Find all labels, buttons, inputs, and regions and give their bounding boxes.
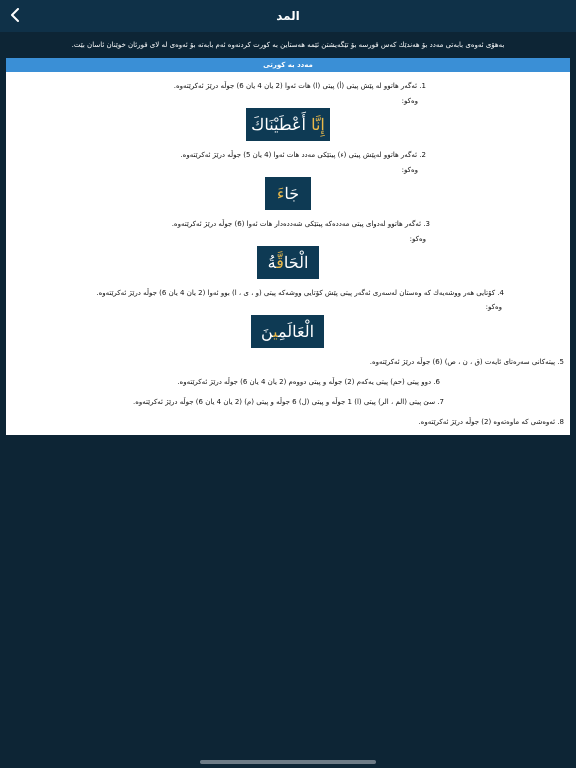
example-label-2: وەكو: [401,166,418,174]
rule-1: 1. ئەگەر هاتوو لە پێش پیتی (أ) پیتی (ا) هات ئەوا (2 یان 4 یان 6) جوڵە درێژ ئەكرێتەوە. [173,82,426,90]
rule-2: 2. ئەگەر هاتوو لەپێش پیتی (ء) پیتێكی مەدد هات ئەوا (4 یان 5) جوڵە درێژ ئەكرێتەوە. [180,151,426,159]
example-label-1: وەكو: [401,97,418,105]
example-label-4: وەكو: [485,303,502,311]
rule-4: 4. كۆتایی هەر ووشەیەك كە وەستان لەسەری ئەگەر پیتی پێش كۆتایی ووشەكە پیتی (و ، ی ، ا) بوو ئەوا (2 یان 4 یان 6) جوڵە درێژ ئەكرێتەوە. [96,289,504,297]
rule-7: 7. سێ پیتی (الم ، الر) پیتی (ا) 1 جوڵە و پیتی (ل) 6 جوڵە و پیتی (م) (2 یان 4 یان 6) جوڵە درێژ ئەكرێتەوە. [133,398,444,406]
rule-3: 3. ئەگەر هاتوو لەدوای پیتی مەددەكە پیتێكی شەددەدار هات ئەوا (6) جوڵە درێژ ئەكرێتەوە. [171,220,430,228]
intro-text: بەهۆی ئەوەی بابەتی مەدد بۆ هەندێك كەس قورسە بۆ تێگەیشتن ئێمە هەستاین بە كورت كردنەوە ئەم بابەتە بۆ ئەوەی لە لای قورئان خوێنان ئاسان بێت. [71,41,505,49]
example-box-4 [251,315,324,348]
rule-6: 6. دوو پیتی (حم) پیتی یەكەم (2) جوڵە و پیتی دووەم (2 یان 4 یان 6) جوڵە درێژ ئەكرێتەوە. [177,378,440,386]
example-label-3: وەكو: [409,235,426,243]
example-text-4: الْعَالَمِينَ [260,322,315,341]
example-box-1 [246,108,330,141]
card-header: مەدد بە كورتی [6,58,570,72]
home-indicator [200,760,376,764]
example-box-2 [265,177,311,210]
chevron-left-icon [9,8,23,22]
example-box-3 [257,246,319,279]
example-text-2: جَاءَ [276,184,300,203]
example-text-3: الْحَاقَّةُ [267,253,309,272]
rule-8: 8. ئەوەشی كە ماوەتەوە (2) جوڵە درێژ ئەكرێتەوە. [418,418,564,426]
page-title: المد [276,9,300,23]
back-button[interactable] [4,3,28,27]
example-text-1: إِنَّا أَعْطَيْنَاكَ [251,115,325,134]
content-card [6,58,570,435]
top-bar [0,0,576,32]
rule-5: 5. پیتەكانی سەرەتای ئایەت (ق ، ن ، ص) (6) جوڵە درێژ ئەكرێتەوە. [369,358,564,366]
